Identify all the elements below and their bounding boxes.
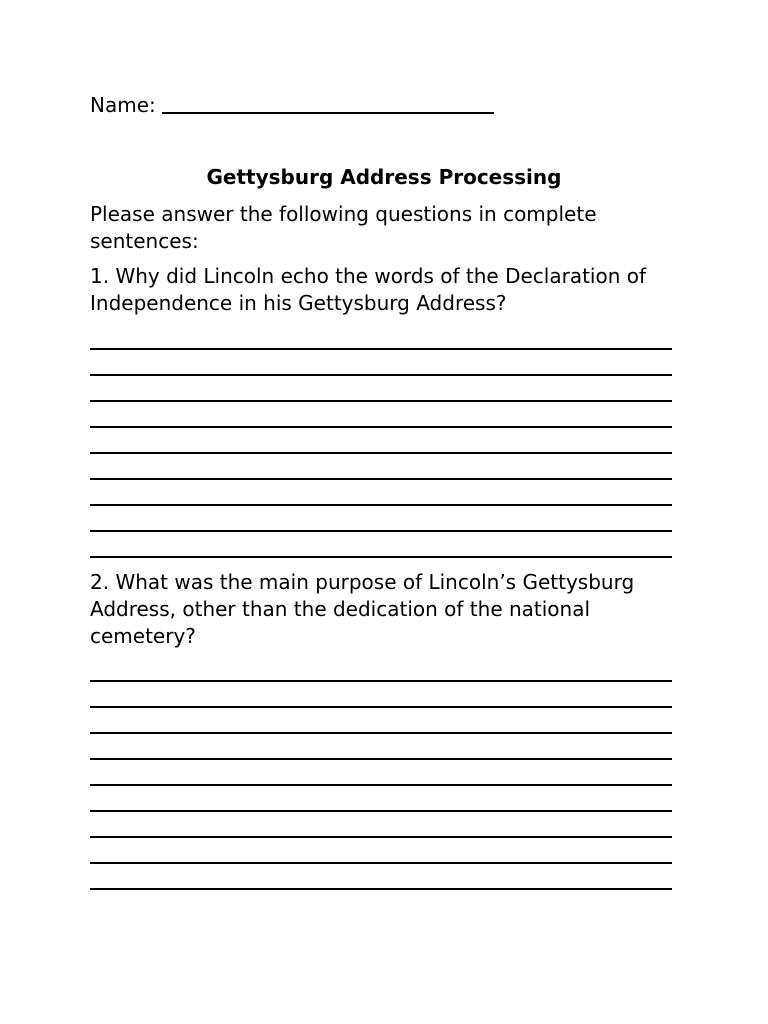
answer-line — [90, 452, 672, 454]
answer-line — [90, 784, 672, 786]
answer-line — [90, 478, 672, 480]
question-1-text: 1. Why did Lincoln echo the words of the Declaration of Independence in his Gettysburg Address? — [90, 264, 647, 315]
name-blank-line — [162, 112, 494, 114]
answer-line — [90, 810, 672, 812]
name-field-row — [90, 92, 494, 118]
answer-line — [90, 758, 672, 760]
answer-line — [90, 888, 672, 890]
answer-line — [90, 530, 672, 532]
name-label: Name: — [90, 93, 156, 117]
answer-line — [90, 706, 672, 708]
answer-line — [90, 556, 672, 558]
instructions-text: Please answer the following questions in complete sentences: — [90, 202, 597, 253]
answer-line — [90, 732, 672, 734]
worksheet-title: Gettysburg Address Processing — [206, 165, 562, 189]
question-2-text: 2. What was the main purpose of Lincoln’s Gettysburg Address, other than the dedication of the national cemetery? — [90, 570, 635, 648]
answer-line — [90, 426, 672, 428]
answer-line — [90, 400, 672, 402]
answer-line — [90, 504, 672, 506]
answer-line — [90, 862, 672, 864]
answer-line — [90, 374, 672, 376]
answer-line — [90, 680, 672, 682]
answer-line — [90, 836, 672, 838]
answer-line — [90, 348, 672, 350]
